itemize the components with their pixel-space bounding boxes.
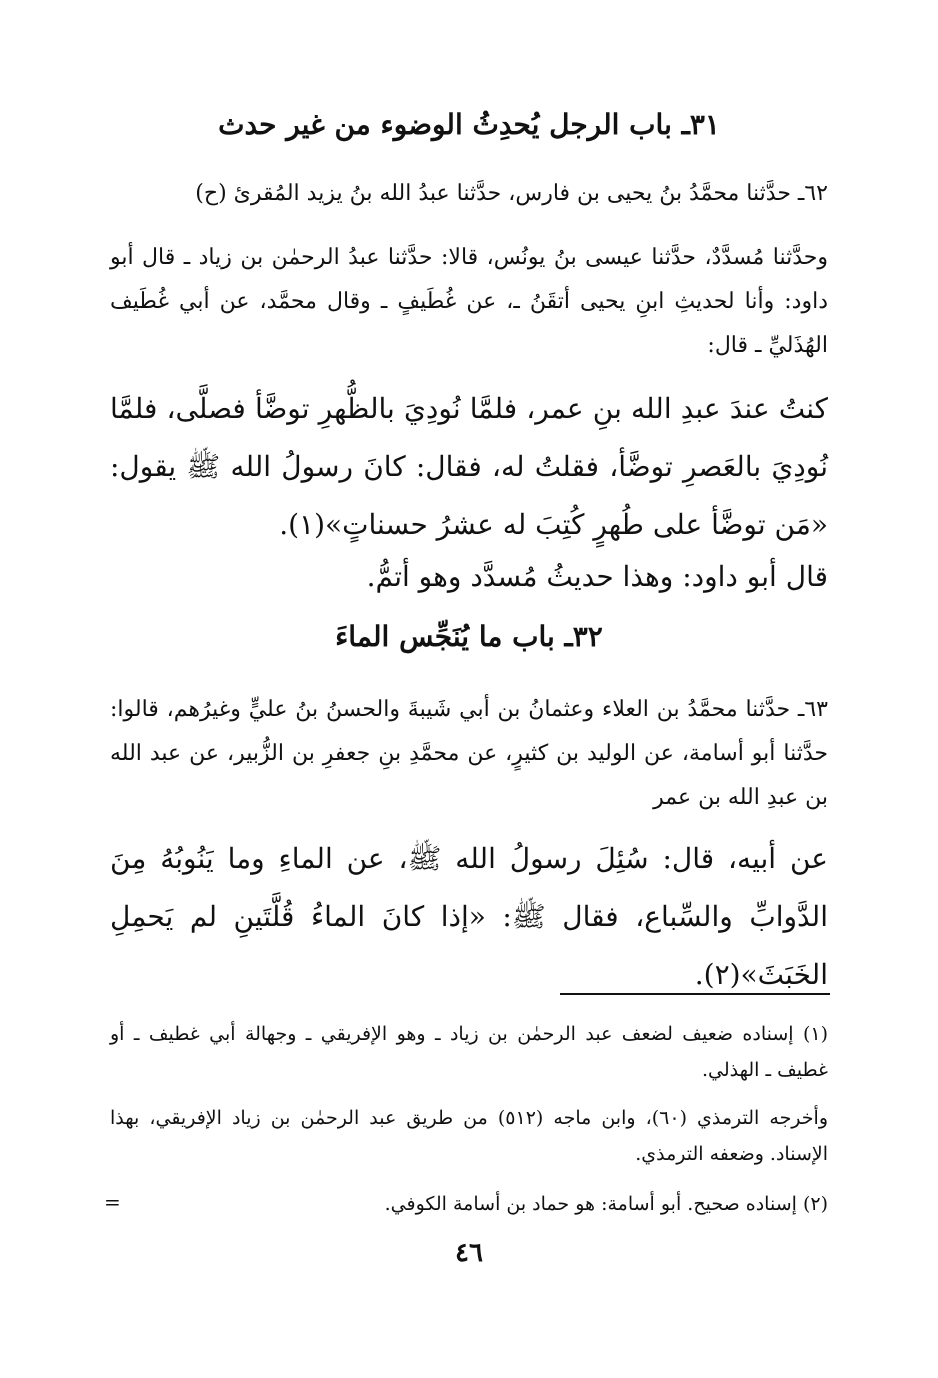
footnote-1: (١) إسناده ضعيف لضعف عبد الرحمٰن بن زياد ـ وهو الإفريقي ـ وجهالة أبي غطيف ـ أو غطيف ـ الهذلي. <box>110 1023 828 1081</box>
hadith-62-isnad-first: ٦٢ـ حدَّثنا محمَّدُ بنُ يحيى بن فارس، حدَّثنا عبدُ الله بنُ يزيد المُقرئ (ح) <box>195 181 828 206</box>
hadith-62-matn: كنتُ عندَ عبدِ الله بنِ عمر، فلمَّا نُودِيَ بالظُّهرِ توضَّأ فصلَّى، فلمَّا نُودِيَ بالعَصرِ توضَّأ، فقلتُ له، فقال: كانَ رسولُ الله ﷺ يقول: «مَن توضَّأ على طُهرٍ كُتِبَ له عشرُ حسناتٍ»(١). <box>110 392 828 541</box>
hadith-63-isnad: ٦٣ـ حدَّثنا محمَّدُ بن العلاء وعثمانُ بن أبي شَيبةَ والحسنُ بنُ عليٍّ وغيرُهم، قالوا: حدَّثنا أبو أسامة، عن الوليد بن كثيرٍ، عن محمَّدِ بنِ جعفرِ بن الزُّبير، عن عبد الله بن عبدِ الله بن عمر <box>110 697 828 810</box>
footnote-2: (٢) إسناده صحيح. أبو أسامة: هو حماد بن أسامة الكوفي. <box>384 1193 828 1215</box>
chapter-32-title: ٣٢ـ باب ما يُنَجِّس الماءَ <box>335 620 603 653</box>
footnote-1-continued: وأخرجه الترمذي (٦٠)، وابن ماجه (٥١٢) من طريق عبد الرحمٰن بن زياد الإفريقي، بهذا الإسناد. وضعفه الترمذي. <box>110 1107 828 1165</box>
page-number: ٤٦ <box>455 1238 483 1268</box>
continuation-mark: = <box>104 1190 121 1214</box>
abu-dawud-comment: قال أبو داود: وهذا حديثُ مُسدَّد وهو أتمُّ. <box>366 560 828 593</box>
chapter-31-title: ٣١ـ باب الرجل يُحدِثُ الوضوء من غير حدث <box>218 108 720 141</box>
hadith-63-matn: عن أبيه، قال: سُئِلَ رسولُ الله ﷺ، عن الماءِ وما يَنُوبُهُ مِنَ الدَّوابِّ والسِّباع، فقال ﷺ: «إذا كانَ الماءُ قُلَّتَينِ لم يَحمِلِ الخَبَثَ»(٢). <box>110 842 828 991</box>
hadith-62-isnad-second: وحدَّثنا مُسدَّدٌ، حدَّثنا عيسى بنُ يونُس، قالا: حدَّثنا عبدُ الرحمٰن بن زياد ـ قال أبو داود: وأنا لحديثِ ابنِ يحيى أتقَنُ ـ، عن غُطَيفٍ ـ وقال محمَّد، عن أبي غُطَيف الهُذَليِّ ـ قال: <box>110 245 828 358</box>
footnote-separator <box>560 993 830 995</box>
